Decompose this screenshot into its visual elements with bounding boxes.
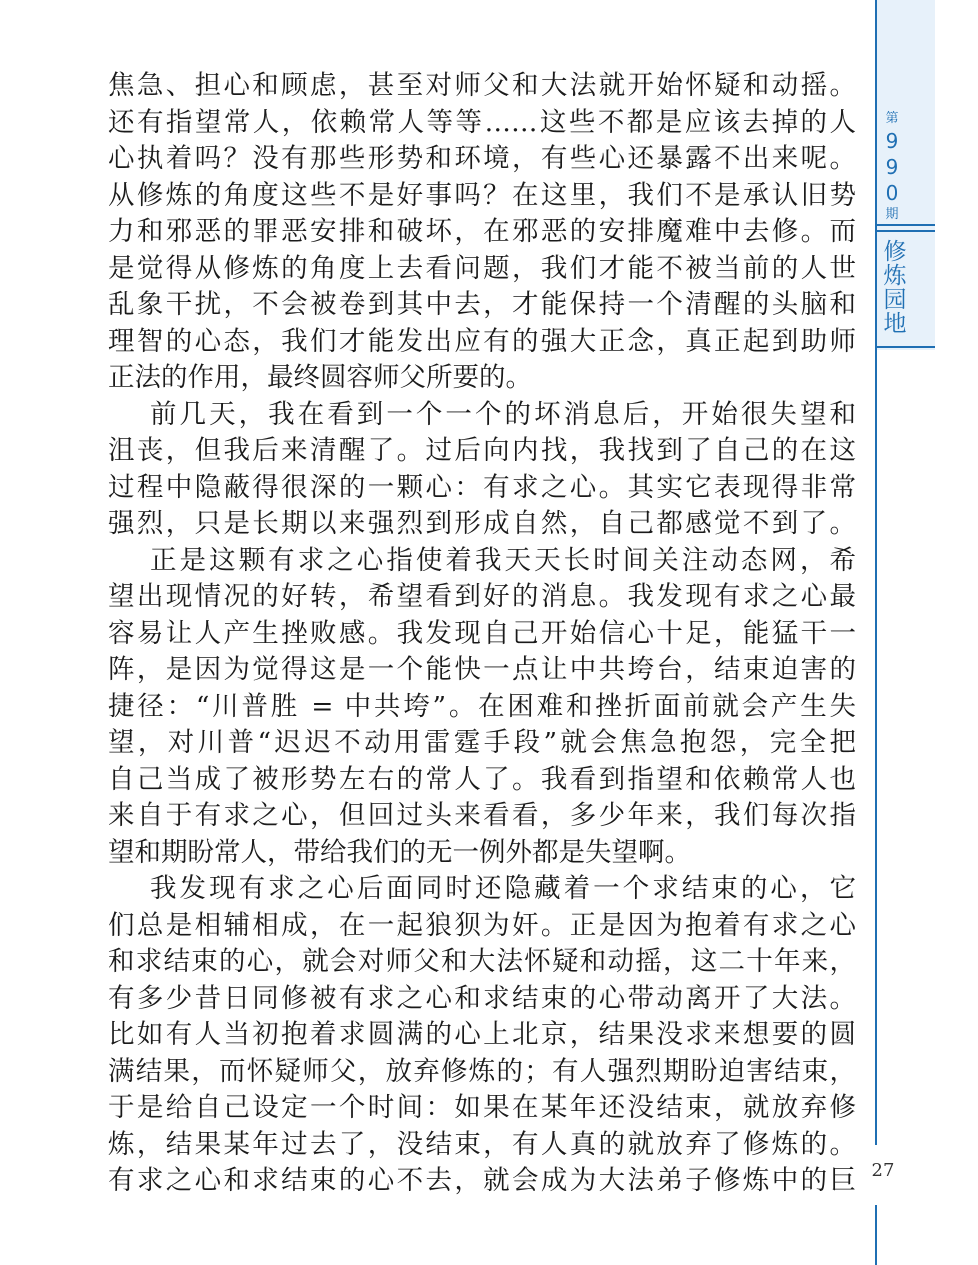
issue-digit: 9: [885, 155, 899, 179]
text-line: 从修炼的角度这些不是好事吗？在这里，我们不是承认旧势: [108, 179, 856, 211]
text-line: 前几天，我在看到一个一个的坏消息后，开始很失望和: [150, 398, 856, 430]
text-line: 望出现情况的好转，希望看到好的消息。我发现有求之心最: [108, 581, 856, 612]
text-line: 力和邪恶的罪恶安排和破坏，在邪恶的安排魔难中去修。而: [108, 216, 856, 247]
issue-digit: 0: [885, 181, 899, 205]
text-line: 自己当成了被形势左右的常人了。我看到指望和依赖常人也: [108, 763, 856, 795]
text-line: 们总是相辅相成，在一起狼狈为奸。正是因为抱着有求之心: [108, 909, 856, 941]
text-line: 容易让人产生挫败感。我发现自己开始信心十足，能猛干一: [108, 617, 856, 649]
margin-rule-bottom: [875, 1205, 877, 1265]
text-line: 望和期盼常人，带给我们的无一例外都是失望啊。: [108, 836, 691, 868]
text-line: 于是给自己设定一个时间：如果在某年还没结束，就放弃修: [108, 1092, 856, 1123]
text-line: 沮丧，但我后来清醒了。过后向内找，我找到了自己的在这: [108, 435, 856, 466]
text-line: 炼，结果某年过去了，没结束，有人真的就放弃了修炼的。: [108, 1128, 856, 1160]
text-line: 捷径：“川普胜 = 中共垮”。在困难和挫折面前就会产生失: [108, 690, 856, 722]
sidebar-divider-upper: [877, 224, 935, 226]
text-line: 正法的作用，最终圆容师父所要的。: [108, 362, 532, 393]
text-line: 我发现有求之心后面同时还隐藏着一个求结束的心，它: [150, 873, 856, 904]
text-line: 正是这颗有求之心指使着我天天长时间关注动态网，希: [150, 544, 856, 576]
text-line: 过程中隐蔽得很深的一颗心：有求之心。其实它表现得非常: [108, 471, 856, 503]
column-title-char: 炼: [883, 263, 907, 289]
sidebar-divider-bottom: [877, 346, 935, 348]
text-line: 乱象干扰，不会被卷到其中去，才能保持一个清醒的头脑和: [108, 289, 856, 320]
column-title: [877, 240, 913, 336]
column-title-char: 地: [883, 311, 907, 337]
issue-number: [877, 110, 907, 224]
text-line: 满结果，而怀疑师父，放弃修炼的；有人强烈期盼迫害结束，: [108, 1055, 856, 1087]
body-text: [108, 68, 856, 1200]
text-line: 是觉得从修炼的角度上去看问题，我们才能不被当前的人世: [108, 252, 856, 284]
text-line: 来自于有求之心，但回过头来看看，多少年来，我们每次指: [108, 800, 856, 831]
text-line: 心执着吗？没有那些形势和环境，有些心还暴露不出来呢。: [108, 143, 856, 174]
issue-digit: 9: [885, 129, 899, 153]
issue-prefix: 第: [885, 111, 899, 126]
text-line: 强烈，只是长期以来强烈到形成自然，自己都感觉不到了。: [108, 508, 856, 539]
text-line: 焦急、担心和顾虑，甚至对师父和大法就开始怀疑和动摇。: [108, 70, 856, 101]
issue-suffix: 期: [885, 207, 899, 222]
column-title-char: 修: [883, 239, 907, 265]
text-line: 阵，是因为觉得这是一个能快一点让中共垮台，结束迫害的: [108, 654, 856, 685]
text-line: 还有指望常人，依赖常人等等……这些不都是应该去掉的人: [108, 106, 856, 138]
text-line: 有求之心和求结束的心不去，就会成为大法弟子修炼中的巨: [108, 1165, 856, 1196]
text-line: 比如有人当初抱着求圆满的心上北京，结果没求来想要的圆: [108, 1019, 856, 1050]
text-line: 有多少昔日同修被有求之心和求结束的心带动离开了大法。: [108, 982, 856, 1014]
sidebar-divider-lower: [877, 230, 935, 232]
text-line: 和求结束的心，就会对师父和大法怀疑和动摇，这二十年来，: [108, 946, 856, 977]
column-title-char: 园: [883, 287, 907, 313]
text-line: 理智的心态，我们才能发出应有的强大正念，真正起到助师: [108, 325, 856, 357]
text-line: 望，对川普“迟迟不动用雷霆手段”就会焦急抱怨，完全把: [108, 727, 856, 758]
page-number: 27: [871, 1160, 895, 1181]
